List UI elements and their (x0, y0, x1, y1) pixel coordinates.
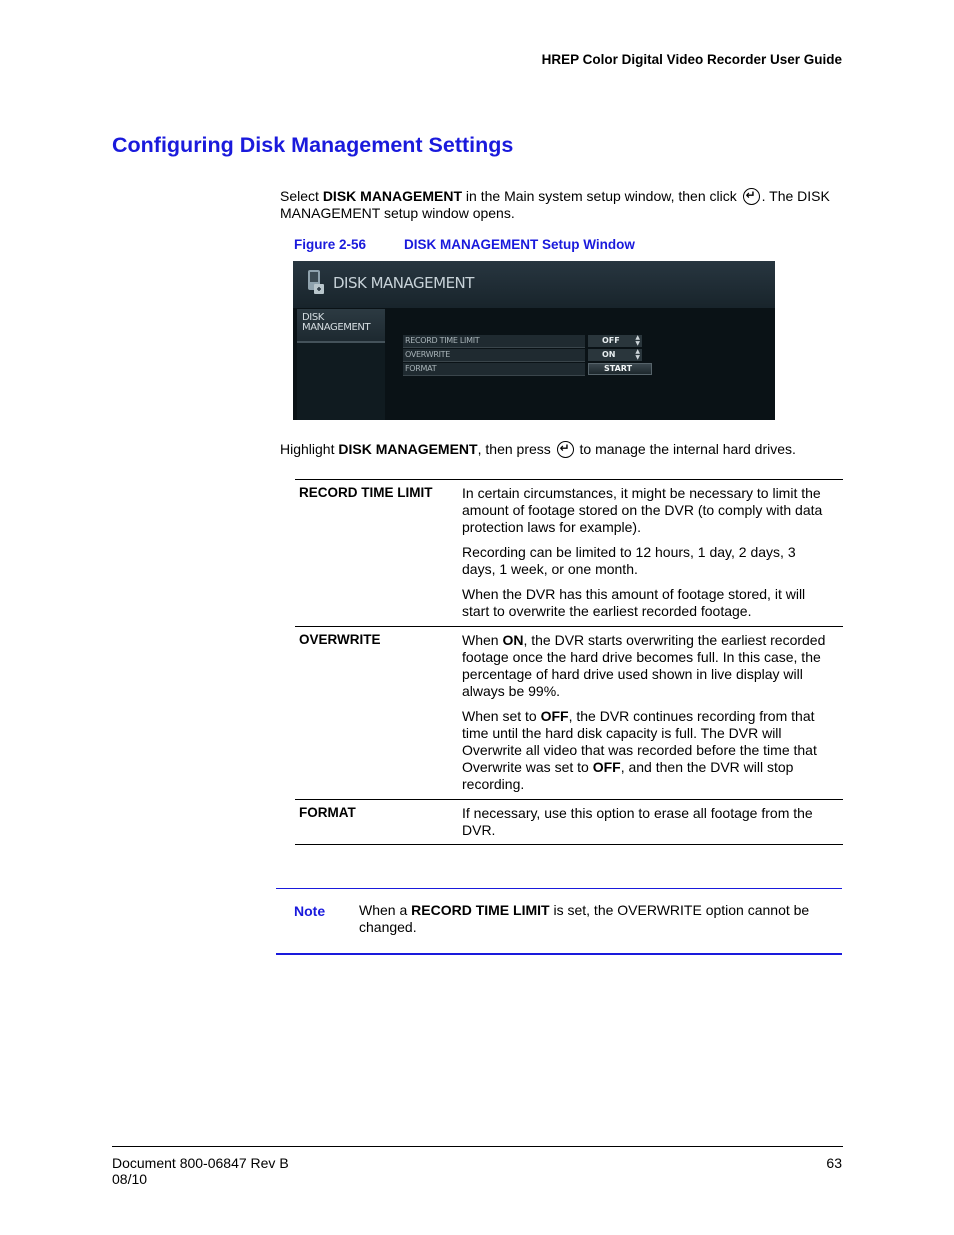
section-title: Configuring Disk Management Settings (112, 133, 514, 157)
text-run-bold: OFF (592, 759, 621, 775)
definition-paragraph: In certain circumstances, it might be necessary to limit the amount of footage stored on the DVR (to comply with data protection laws for example). (462, 485, 823, 535)
dvr-sidebar (297, 309, 385, 420)
header-title: HREP Color Digital Video Recorder User Guide (541, 52, 842, 67)
footer-divider (112, 1146, 843, 1147)
intro-text-mid: in the Main system setup window, then click (462, 188, 741, 204)
text-run-bold: OFF (540, 708, 569, 724)
dvr-value-overwrite[interactable] (588, 349, 642, 361)
text-run: , and then the DVR will stop recording. (462, 759, 794, 792)
dvr-start-label: START (604, 364, 633, 373)
definition (462, 800, 832, 839)
text-run: , the DVR continues recording from that time until the hard disk capacity is full. The DVR will Overwrite all video that was recorded before the time that Overwrite was set to (462, 708, 817, 775)
highlight-text-post: to manage the internal hard drives. (575, 441, 796, 457)
enter-button-icon (743, 188, 760, 205)
up-down-arrows-icon: ▲ ▼ (635, 348, 640, 361)
figure-number: Figure 2-56 (294, 237, 367, 252)
dvr-row-overwrite (403, 349, 585, 362)
dvr-header-title: DISK MANAGEMENT (333, 274, 474, 292)
text-run: When (462, 632, 503, 648)
dvr-value-record-time-limit[interactable] (588, 335, 642, 347)
highlight-text-mid: , then press (477, 441, 555, 457)
dvr-start-button[interactable] (588, 363, 652, 375)
page-number: 63 (826, 1155, 842, 1171)
dvr-value-label: OFF (602, 336, 620, 345)
figure-caption (294, 237, 635, 252)
highlight-text-pre: Highlight (280, 441, 339, 457)
up-down-arrows-icon: ▲ ▼ (635, 334, 640, 347)
dvr-tab-disk-management[interactable] (297, 309, 385, 343)
dvr-row-label: OVERWRITE (405, 350, 450, 359)
definition-paragraph: When the DVR has this amount of footage stored, it will start to overwrite the earliest recorded footage. (462, 586, 806, 619)
dvr-value-label: ON (602, 350, 616, 359)
text-run-bold: ON (502, 632, 524, 648)
table-row-overwrite (295, 626, 843, 799)
note-text (359, 902, 829, 936)
definition-paragraph (462, 708, 832, 793)
enter-button-icon (557, 441, 574, 458)
note-text-pre: When a (359, 902, 412, 918)
dvr-row-label: FORMAT (405, 364, 437, 373)
definition-paragraph: Recording can be limited to 12 hours, 1 day, 2 days, 3 days, 1 week, or one month. (462, 544, 796, 577)
term-overwrite: OVERWRITE (299, 632, 381, 647)
intro-text-bold: DISK MANAGEMENT (322, 188, 463, 204)
text-run: When set to (462, 708, 541, 724)
term-record-time-limit: RECORD TIME LIMIT (299, 485, 433, 500)
dvr-row-format (403, 363, 585, 376)
intro-text-pre: Select (280, 188, 323, 204)
definition-paragraph: If necessary, use this option to erase all footage from the DVR. (462, 805, 813, 838)
figure-title: DISK MANAGEMENT Setup Window (404, 237, 635, 252)
dvr-tab-label: DISK MANAGEMENT (302, 312, 371, 333)
dvr-screenshot (293, 261, 775, 420)
text-run: , the DVR starts overwriting the earliest recorded footage once the hard drive becomes full. In this case, the percentage of hard drive used shown in live display will always be 99%. (462, 632, 826, 699)
note-text-bold: RECORD TIME LIMIT (411, 902, 550, 918)
term-format: FORMAT (299, 805, 356, 820)
note-label: Note (294, 903, 326, 919)
highlight-text-bold: DISK MANAGEMENT (338, 441, 478, 457)
definition (462, 627, 832, 793)
definition-paragraph (462, 632, 832, 700)
settings-table (295, 479, 843, 845)
dvr-row-record-time-limit (403, 335, 585, 348)
table-row-format (295, 799, 843, 845)
definition (462, 480, 832, 620)
disk-icon (305, 268, 325, 296)
dvr-row-label: RECORD TIME LIMIT (405, 336, 480, 345)
intro-paragraph (280, 188, 840, 222)
note-box (276, 888, 842, 955)
note-text-post: is set, the OVERWRITE option cannot be changed. (359, 902, 810, 935)
intro-text-post: . The DISK MANAGEMENT setup window opens. (280, 188, 830, 221)
highlight-paragraph (280, 441, 840, 458)
footer-date: 08/10 (112, 1171, 148, 1187)
table-row-record-time-limit (295, 479, 843, 626)
footer-document (112, 1155, 289, 1187)
footer-doc-number: Document 800-06847 Rev B (112, 1155, 289, 1171)
dvr-header-bar (293, 261, 775, 308)
